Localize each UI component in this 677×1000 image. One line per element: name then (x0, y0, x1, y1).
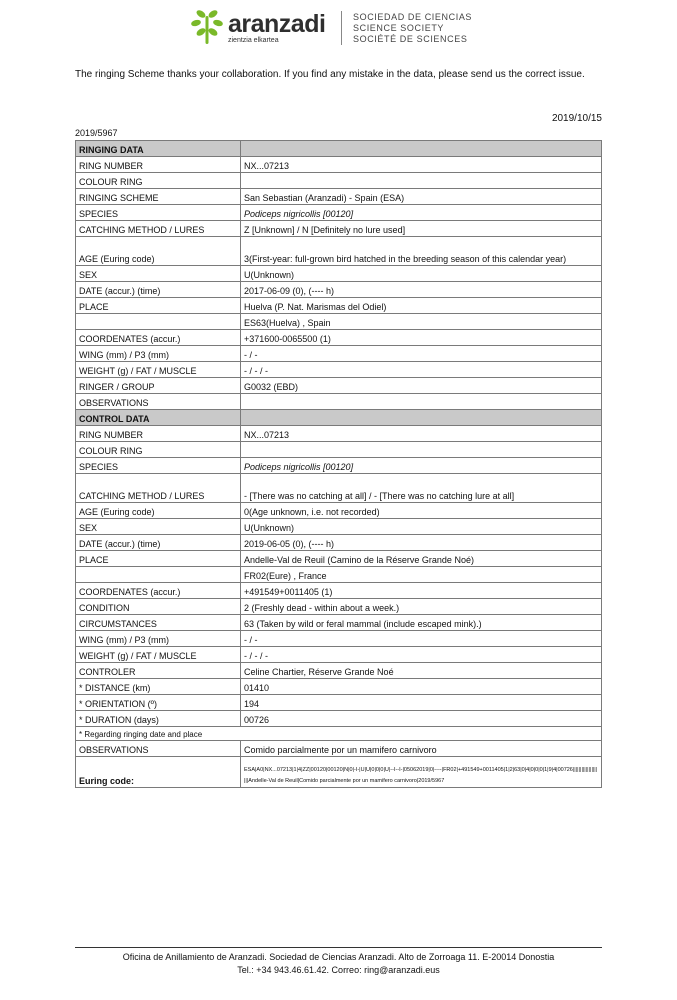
field-label: PLACE (76, 551, 241, 567)
field-label: * DISTANCE (km) (76, 679, 241, 695)
field-value: Podiceps nigricollis [00120] (241, 458, 602, 474)
table-row (76, 330, 602, 346)
field-label: AGE (Euring code) (76, 237, 241, 266)
footer-divider (75, 947, 602, 948)
field-value: Z [Unknown] / N [Definitely no lure used] (241, 221, 602, 237)
field-label: COORDENATES (accur.) (76, 583, 241, 599)
field-label: WING (mm) / P3 (mm) (76, 346, 241, 362)
aranzadi-logo-icon (190, 8, 224, 46)
table-row (76, 205, 602, 221)
field-label: AGE (Euring code) (76, 503, 241, 519)
table-row (76, 663, 602, 679)
field-label: PLACE (76, 298, 241, 314)
table-row (76, 458, 602, 474)
euring-label: Euring code: (76, 757, 241, 788)
field-label: CONDITION (76, 599, 241, 615)
intro-text: The ringing Scheme thanks your collaboration. If you find any mistake in the data, please send us the correct issue. (75, 69, 585, 80)
section-title: RINGING DATA (76, 141, 241, 157)
reference-number: 2019/5967 (75, 128, 118, 138)
table-row (76, 362, 602, 378)
table-row (76, 615, 602, 631)
table-row (76, 647, 602, 663)
footnote: * Regarding ringing date and place (76, 727, 602, 741)
field-label: CATCHING METHOD / LURES (76, 474, 241, 503)
field-label: SEX (76, 266, 241, 282)
field-value: +491549+0011405 (1) (241, 583, 602, 599)
society-name-es: SOCIEDAD DE CIENCIAS (353, 12, 473, 22)
table-row (76, 711, 602, 727)
field-label: OBSERVATIONS (76, 394, 241, 410)
field-value (241, 442, 602, 458)
field-label: OBSERVATIONS (76, 741, 241, 757)
table-row (76, 282, 602, 298)
table-row (76, 583, 602, 599)
table-row (76, 298, 602, 314)
header (190, 8, 510, 48)
table-row (76, 314, 602, 330)
field-label: CONTROLER (76, 663, 241, 679)
field-value: Andelle-Val de Reuil (Camino de la Réserve Grande Noé) (241, 551, 602, 567)
table-row (76, 221, 602, 237)
euring-row (76, 757, 602, 788)
field-value: 00726 (241, 711, 602, 727)
field-value: Celine Chartier, Réserve Grande Noé (241, 663, 602, 679)
field-value: +371600-0065500 (1) (241, 330, 602, 346)
field-label: SPECIES (76, 458, 241, 474)
society-names (353, 12, 472, 45)
field-label: RINGER / GROUP (76, 378, 241, 394)
field-value: 3(First-year: full-grown bird hatched in the breeding season of this calendar year) (241, 237, 602, 266)
table-row (76, 266, 602, 282)
field-label (76, 314, 241, 330)
society-name-en: SCIENCE SOCIETY (353, 23, 445, 33)
field-value: Huelva (P. Nat. Marismas del Odiel) (241, 298, 602, 314)
footnote-row (76, 727, 602, 741)
field-label: COLOUR RING (76, 442, 241, 458)
field-value: 0(Age unknown, i.e. not recorded) (241, 503, 602, 519)
table-row (76, 503, 602, 519)
field-label: COLOUR RING (76, 173, 241, 189)
euring-code: ESA|A0|NX...07213|1|4|ZZ|00120|00120|N|0|-I-|U|U|0|0|0|U|--I--I-|05062019|0|----|FR02|+491549+0011405|1|2|63|0|4|0|0|0|1|9|4|00726||||||||||||||||||||Andelle-Val de Reuil|Comido parcialmente por un mamifero carnivoro|2019/5967 (241, 757, 602, 788)
field-label: WING (mm) / P3 (mm) (76, 631, 241, 647)
society-name-fr: SOCIÉTÉ DE SCIENCES (353, 34, 468, 44)
field-label: * DURATION (days) (76, 711, 241, 727)
table-row (76, 189, 602, 205)
section-header-blank (241, 410, 602, 426)
logo-subtitle: zientzia elkartea (228, 37, 279, 44)
field-label: DATE (accur.) (time) (76, 282, 241, 298)
footer-address: Oficina de Anillamiento de Aranzadi. Sociedad de Ciencias Aranzadi. Alto de Zorroaga 11. E-20014 Donostia (122, 952, 555, 962)
table-row (76, 474, 602, 503)
table-row (76, 157, 602, 173)
table-row (76, 378, 602, 394)
table-row (76, 346, 602, 362)
field-value: - / - (241, 346, 602, 362)
field-value: NX...07213 (241, 426, 602, 442)
field-label: CIRCUMSTANCES (76, 615, 241, 631)
field-value: ES63(Huelva) , Spain (241, 314, 602, 330)
field-value: Podiceps nigricollis [00120] (241, 205, 602, 221)
document-date: 2019/10/15 (551, 113, 602, 124)
table-row (76, 237, 602, 266)
section-header-blank (241, 141, 602, 157)
field-value (241, 173, 602, 189)
ringing-data-header (76, 141, 602, 157)
field-value: 2 (Freshly dead - within about a week.) (241, 599, 602, 615)
field-value: - / - (241, 631, 602, 647)
table-row (76, 519, 602, 535)
table-row (76, 442, 602, 458)
field-value: - / - / - (241, 647, 602, 663)
table-row (76, 695, 602, 711)
field-label: RINGING SCHEME (76, 189, 241, 205)
field-value: Comido parcialmente por un mamifero carnivoro (241, 741, 602, 757)
field-value: U(Unknown) (241, 519, 602, 535)
recovery-data-table (75, 140, 602, 788)
header-divider (341, 11, 342, 45)
field-value: 63 (Taken by wild or feral mammal (include escaped mink).) (241, 615, 602, 631)
field-label: RING NUMBER (76, 426, 241, 442)
field-label: RING NUMBER (76, 157, 241, 173)
field-value: FR02(Eure) , France (241, 567, 602, 583)
table-row (76, 426, 602, 442)
footer (75, 951, 602, 977)
field-label: WEIGHT (g) / FAT / MUSCLE (76, 647, 241, 663)
field-value: NX...07213 (241, 157, 602, 173)
logo-wordmark: aranzadi (228, 10, 326, 38)
footer-contact: Tel.: +34 943.46.61.42. Correo: ring@aranzadi.eus (237, 965, 440, 975)
field-value: San Sebastian (Aranzadi) - Spain (ESA) (241, 189, 602, 205)
table-row (76, 535, 602, 551)
table-row (76, 679, 602, 695)
field-value: U(Unknown) (241, 266, 602, 282)
field-value: - / - / - (241, 362, 602, 378)
field-label: WEIGHT (g) / FAT / MUSCLE (76, 362, 241, 378)
field-value: G0032 (EBD) (241, 378, 602, 394)
field-label (76, 567, 241, 583)
table-row (76, 173, 602, 189)
field-value: 194 (241, 695, 602, 711)
field-label: SEX (76, 519, 241, 535)
control-data-header (76, 410, 602, 426)
field-label: SPECIES (76, 205, 241, 221)
table-row (76, 551, 602, 567)
field-value: 2019-06-05 (0), (---- h) (241, 535, 602, 551)
field-label: COORDENATES (accur.) (76, 330, 241, 346)
field-label: * ORIENTATION (º) (76, 695, 241, 711)
table-row (76, 741, 602, 757)
table-row (76, 567, 602, 583)
field-label: DATE (accur.) (time) (76, 535, 241, 551)
table-row (76, 599, 602, 615)
field-value: 2017-06-09 (0), (---- h) (241, 282, 602, 298)
field-label: CATCHING METHOD / LURES (76, 221, 241, 237)
field-value: 01410 (241, 679, 602, 695)
section-title: CONTROL DATA (76, 410, 241, 426)
table-row (76, 631, 602, 647)
table-row (76, 394, 602, 410)
field-value (241, 394, 602, 410)
field-value: - [There was no catching at all] / - [There was no catching lure at all] (241, 474, 602, 503)
